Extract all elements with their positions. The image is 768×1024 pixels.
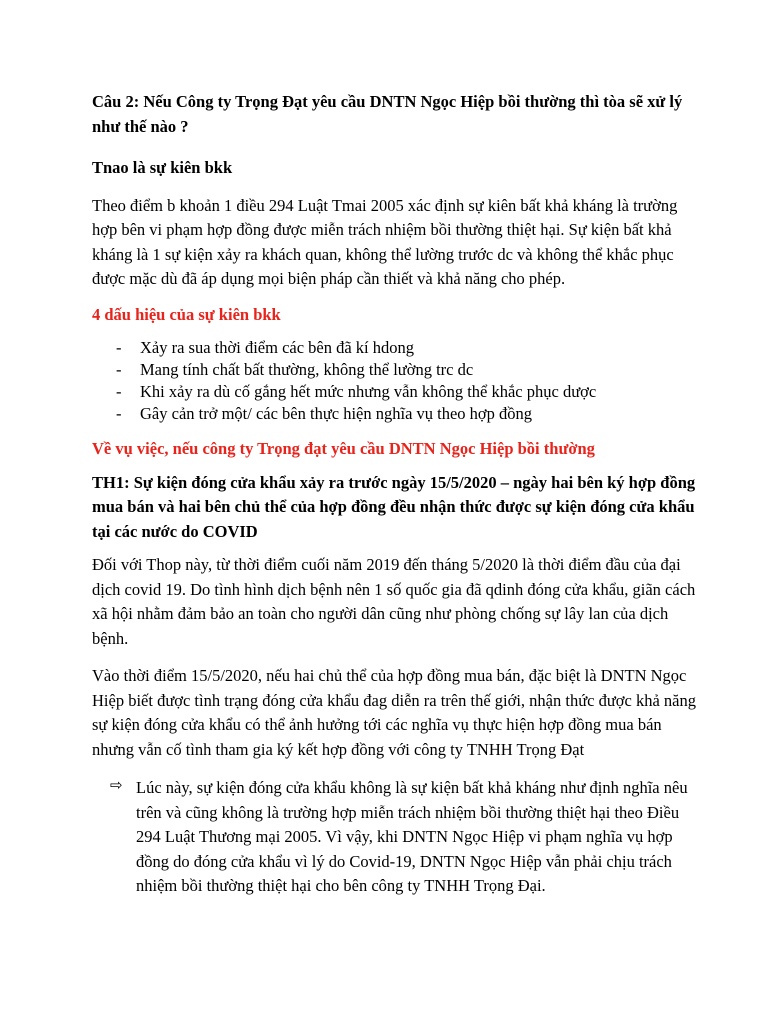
arrow-right-icon: ⇨: [110, 776, 123, 794]
paragraph-conclusion: Lúc này, sự kiện đóng cửa khẩu không là sự kiện bất khả kháng như định nghĩa nêu trên và cũng không là trường hợp miễn trách nhiệm bồi thường thiệt hại theo Điều 294 Luật Thương mại 2005. Vì vậy, khi DNTN Ngọc Hiệp vi phạm nghĩa vụ hợp đồng do đóng cửa khẩu vì lý do Covid-19, DNTN Ngọc Hiệp vẫn phải chịu trách nhiệm bồi thường thiệt hại cho bên công ty TNHH Trọng Đại.: [136, 778, 688, 895]
list-item-text: Khi xảy ra dù cố gắng hết mức nhưng vẫn không thể khắc phục dược: [140, 382, 597, 401]
list-item-text: Gây cản trở một/ các bên thực hiện nghĩa vụ theo hợp đồng: [140, 404, 533, 423]
conclusion-item: [92, 776, 704, 899]
list-item: [116, 359, 704, 381]
list-item: [116, 337, 704, 359]
list-item: [116, 381, 704, 403]
question-title: Câu 2: Nếu Công ty Trọng Đạt yêu cầu DNTN Ngọc Hiệp bồi thường thì tòa sẽ xử lý như thế nào ?: [92, 92, 683, 136]
paragraph-definition: Theo điểm b khoản 1 điều 294 Luật Tmai 2005 xác định sự kiên bất khả kháng là trường hợp bên vi phạm hợp đồng được miễn trách nhiệm bồi thường thiệt hại. Sự kiện bất khả kháng là 1 sự kiện xảy ra khách quan, không thể lường trước dc và không thể khắc phục được mặc dù đã áp dụng mọi biện pháp cần thiết và khả năng cho phép.: [92, 195, 678, 288]
heading-case: Về vụ việc, nếu công ty Trọng đạt yêu cầu DNTN Ngọc Hiệp bồi thường: [92, 439, 595, 458]
dash-bullet: -: [116, 338, 122, 357]
paragraph-contract-date: Vào thời điểm 15/5/2020, nếu hai chủ thể của hợp đồng mua bán, đặc biệt là DNTN Ngọc Hiệp biết được tình trạng đóng cửa khẩu đag diễn ra trên thế giới, nhận thức được khả năng sự kiện đóng cửa khẩu có thể ảnh hưởng tới các nghĩa vụ thực hiện hợp đồng mua bán nhưng vẫn cố tình tham gia ký kết hợp đồng với công ty TNHH Trọng Đạt: [92, 666, 696, 759]
list-item-text: Xảy ra sua thời điểm các bên đã kí hdong: [140, 338, 415, 357]
dash-bullet: -: [116, 404, 122, 423]
list-item-text: Mang tính chất bất thường, không thể lường trc dc: [140, 360, 474, 379]
dash-bullet: -: [116, 360, 122, 379]
dash-bullet: -: [116, 382, 122, 401]
paragraph-context: Đối với Thop này, từ thời điểm cuối năm 2019 đến tháng 5/2020 là thời điểm đầu của đại dịch covid 19. Do tình hình dịch bệnh nên 1 số quốc gia đã qdinh đóng cửa khẩu, giãn cách xã hội nhằm đảm bảo an toàn cho người dân cũng như phòng chống sự lây lan của dịch bệnh.: [92, 555, 696, 648]
heading-scenario-1: TH1: Sự kiện đóng cửa khẩu xảy ra trước ngày 15/5/2020 – ngày hai bên ký hợp đồng mua bán và hai bên chủ thể của hợp đồng đều nhận thức được sự kiện đóng cửa khẩu tại các nước do COVID: [92, 472, 696, 541]
signs-list: [92, 337, 704, 425]
heading-definition: Tnao là sự kiên bkk: [92, 158, 233, 177]
list-item: [116, 403, 704, 425]
heading-four-signs: 4 dấu hiệu của sự kiên bkk: [92, 304, 281, 324]
